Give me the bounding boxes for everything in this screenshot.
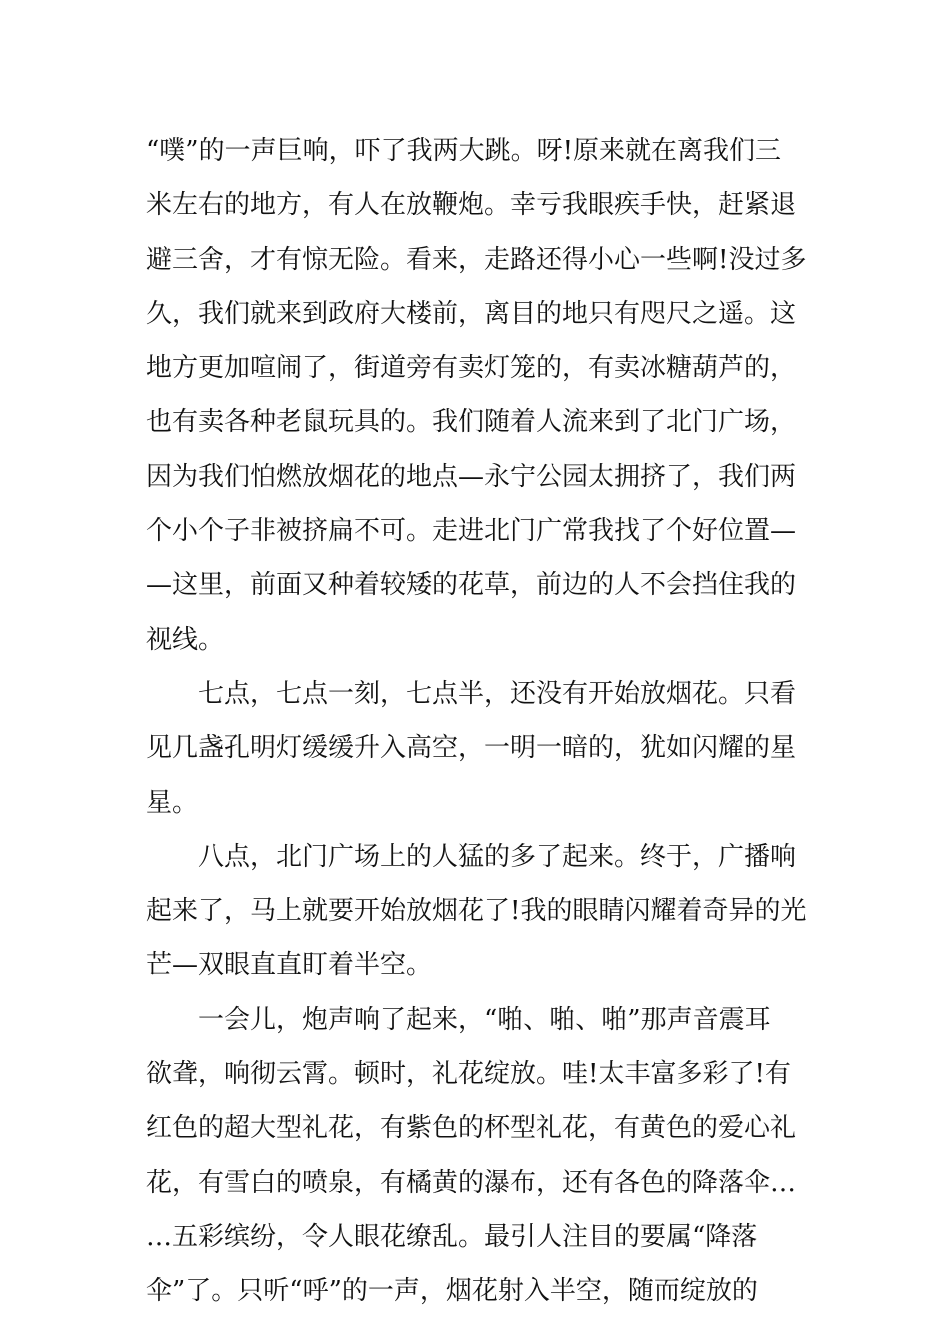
text-line: 也有卖各种老鼠玩具的。我们随着人流来到了北门广场， [146, 407, 797, 438]
text-line: —这里，前面又种着较矮的花草，前边的人不会挡住我的 [146, 570, 797, 601]
text-line: 伞”了。只听“呼”的一声，烟花射入半空，随而绽放的 [146, 1276, 758, 1307]
paragraph-first-line: 八点，北门广场上的人猛的多了起来。终于，广播响 [198, 841, 797, 872]
text-line: 因为我们怕燃放烟花的地点—永宁公园太拥挤了，我们两 [146, 461, 797, 492]
text-line: …五彩缤纷，令人眼花缭乱。最引人注目的要属“降落 [146, 1221, 758, 1252]
text-line: “噗”的一声巨响，吓了我两大跳。呀!原来就在离我们三 [146, 136, 782, 166]
paragraph-first-line: 一会儿，炮声响了起来，“啪、啪、啪”那声音震耳 [198, 1004, 771, 1035]
text-line: 起来了，马上就要开始放烟花了!我的眼睛闪耀着奇异的光 [146, 896, 807, 927]
text-line: 红色的超大型礼花，有紫色的杯型礼花，有黄色的爱心礼 [146, 1113, 797, 1144]
text-line: 欲聋，响彻云霄。顿时，礼花绽放。哇!太丰富多彩了!有 [146, 1059, 791, 1090]
text-line: 芒—双眼直直盯着半空。 [146, 950, 433, 981]
text-line: 地方更加喧闹了，街道旁有卖灯笼的，有卖冰糖葫芦的， [146, 353, 797, 384]
text-line: 花，有雪白的喷泉，有橘黄的瀑布，还有各色的降落伞… [146, 1167, 797, 1198]
essay-body [146, 124, 808, 1319]
text-line: 米左右的地方，有人在放鞭炮。幸亏我眼疾手快，赶紧退 [146, 190, 797, 221]
text-line: 避三舍，才有惊无险。看来，走路还得小心一些啊!没过多 [146, 244, 807, 275]
text-line: 久，我们就来到政府大楼前，离目的地只有咫尺之遥。这 [146, 298, 797, 329]
text-line: 个小个子非被挤扁不可。走进北门广常我找了个好位置— [146, 516, 797, 547]
text-line: 星。 [146, 787, 199, 818]
text-line: 见几盏孔明灯缓缓升入高空，一明一暗的，犹如闪耀的星 [146, 733, 797, 764]
paragraph-first-line: 七点，七点一刻，七点半，还没有开始放烟花。只看 [198, 678, 797, 709]
text-line: 视线。 [146, 624, 225, 655]
